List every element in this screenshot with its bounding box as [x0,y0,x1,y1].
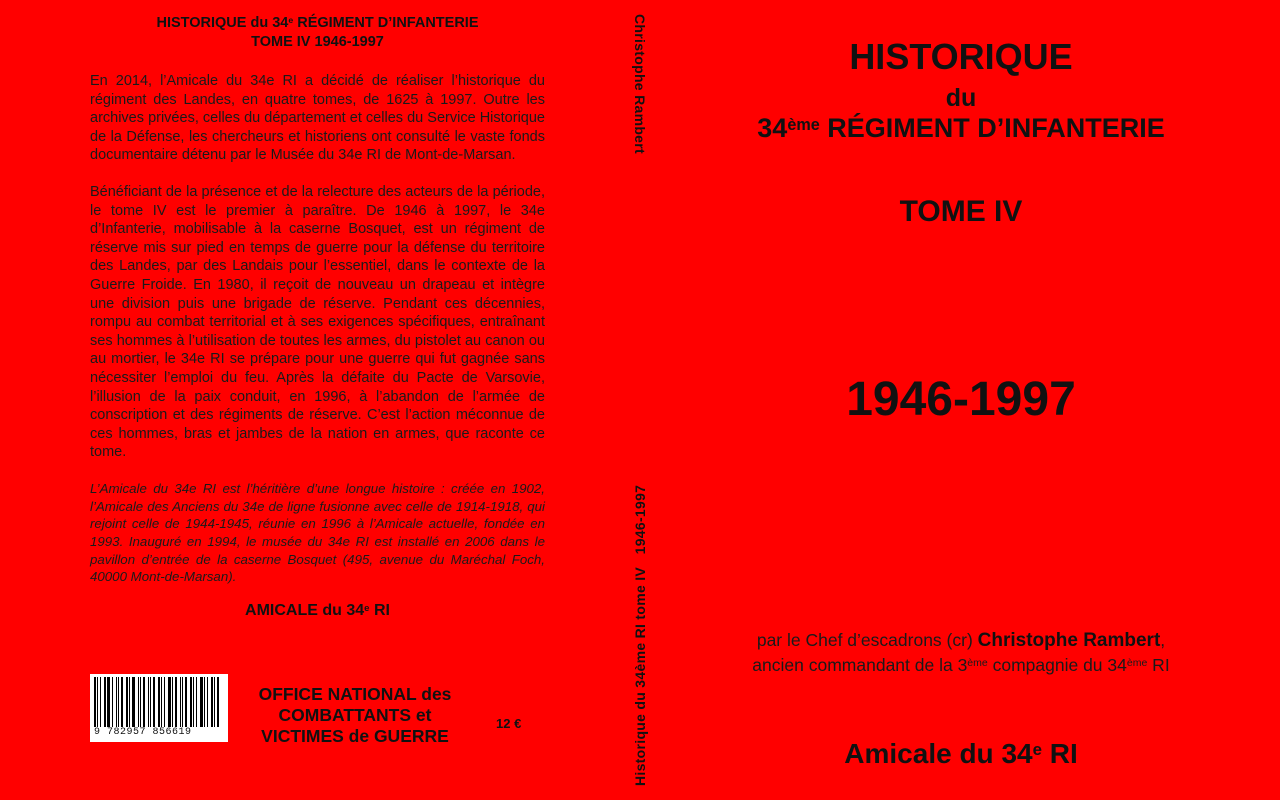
front-du: du [945,84,977,112]
barcode-bar [172,677,173,727]
front-amicale-text: Amicale du 34 [844,738,1033,769]
barcode-bar [100,677,101,727]
barcode-bar [150,677,151,727]
barcode-bar [175,677,177,727]
barcode-bar [180,677,181,727]
back-amicale-rest: RI [369,602,390,620]
author-line2-sup2: ème [1126,657,1148,670]
back-paragraph-2: Bénéficiant de la présence et de la relecture des acteurs de la période, le tome IV est le premier à paraître. De 1946 à 1997, le 34e d’Infanterie, mobilisable à la caserne Bosquet, est un régiment de réserve mis sur pied en temps de guerre pour la défense du territoire des Landes, par des Landais pour l’essentiel, dans le contexte de la Guerre Froide. En 1980, il reçoit de nouveau un drapeau et intègre une division puis une brigade de réserve. Pendant ces décennies, rompu au combat territorial et à ses exigences spécifiques, entraînant ses hommes à l’utilisation de toutes les armes, du pistolet au canon ou au mortier, le 34e RI se prépare pour une guerre qui fut gagnée sans nécessiter l’emploi du feu. Après la défaite du Pacte de Varsovie, l’illusion de la paix conduit, en 1996, à l’abandon de l’armée de conscription et des régiments de réserve. C’est l’action méconnue de ces hommes, bras et jambes de la nation en armes, que raconte ce tome. [90,183,545,461]
back-title-line2: TOME IV 1946-1997 [251,34,384,50]
spine-author-text: Christophe Rambert [632,14,648,154]
onac-publisher: OFFICE NATIONAL des COMBATTANTS et VICTIMES de GUERRE [258,684,452,746]
front-amicale [700,738,1222,770]
author-line2-sup1: ème [967,657,988,670]
barcode-bar [138,677,139,727]
barcode-bar [190,677,192,727]
front-author-block [700,628,1222,678]
back-paragraph-1: En 2014, l’Amicale du 34e RI a décidé de réaliser l’historique du régiment des Landes, en quatre tomes, de 1625 à 1997. Outre les archives privées, celles du département et celles du Service Historique de la Défense, les chercheurs et historiens ont consulté le vaste fonds documentaire détenu par le Musée du 34e RI de Mont-de-Marsan. [90,73,545,164]
front-regiment-sup: ème [787,115,820,134]
barcode-bar [126,677,128,727]
barcode-bar [200,677,203,727]
barcode-bar [107,677,110,727]
front-years: 1946-1997 [846,373,1076,426]
barcode-bar [158,677,160,727]
barcode-bar [204,677,205,727]
barcode-bar [214,677,215,727]
back-amicale-sup: e [364,602,370,614]
front-regiment [700,113,1222,144]
barcode-bar [161,677,162,727]
barcode-bar [97,677,98,727]
back-amicale-text: AMICALE du 34 [245,602,365,620]
author-name: Christophe Rambert [977,630,1161,651]
barcode-bar [132,677,135,727]
barcode-bar [153,677,155,727]
author-prefix: par le Chef d’escadrons (cr) [756,630,978,650]
barcode-bar [196,677,197,727]
barcode-bar [185,677,187,727]
back-title-line1: HISTORIQUE du 34 [156,15,289,31]
barcode-bar [104,677,106,727]
author-line2-c: RI [1147,655,1170,675]
front-regiment-num: 34 [757,113,788,143]
barcode-bar [207,677,208,727]
back-cover [90,14,545,620]
price-label: 12 € [496,716,522,731]
barcode-bar [94,677,96,727]
barcode-bar [140,677,141,727]
front-title: HISTORIQUE [849,36,1073,77]
front-amicale-sup: e [1032,740,1042,760]
barcode-bars [94,677,224,727]
back-title-line1-rest: RÉGIMENT D’INFANTERIE [293,15,479,31]
barcode-bar [193,677,194,727]
barcode-bar [143,677,145,727]
barcode-bar [129,677,130,727]
spine-title-text: Historique du 34ème RI tome IV 1946-1997 [632,484,648,786]
author-line2-b: compagnie du 34 [987,655,1127,675]
barcode-bar [116,677,117,727]
author-suffix: , [1160,630,1166,650]
isbn-barcode [90,674,228,742]
front-amicale-rest: RI [1041,738,1078,769]
barcode-bar [112,677,113,727]
barcode-bar [182,677,183,727]
author-line2-a: ancien commandant de la 3 [752,655,968,675]
barcode-bar [217,677,219,727]
barcode-bar [211,677,213,727]
front-tome: TOME IV [899,195,1023,228]
barcode-bar [168,677,171,727]
barcode-bar [164,677,165,727]
front-regiment-rest: RÉGIMENT D’INFANTERIE [819,113,1165,143]
back-paragraph-3: L’Amicale du 34e RI est l’héritière d’une longue histoire : créée en 1902, l’Amicale des Anciens du 34e de ligne fusionne avec celle de 1914-1918, qui rejoint celle de 1944-1945, réunie en 1996 à l’Amicale actuelle, fondée en 1993. Inauguré en 1994, le musée du 34e RI est installé en 2006 dans le pavillon d’entrée de la caserne Bosquet (495, avenue du Maréchal Foch, 40000 Mont-de-Marsan). [90,480,545,585]
barcode-number: 9 782957 856619 [94,727,192,738]
back-title-sup: e [288,15,294,26]
barcode-bar [118,677,119,727]
barcode-bar [121,677,123,727]
back-amicale-label [90,602,545,620]
back-cover-title [90,14,545,52]
barcode-bar [148,677,149,727]
